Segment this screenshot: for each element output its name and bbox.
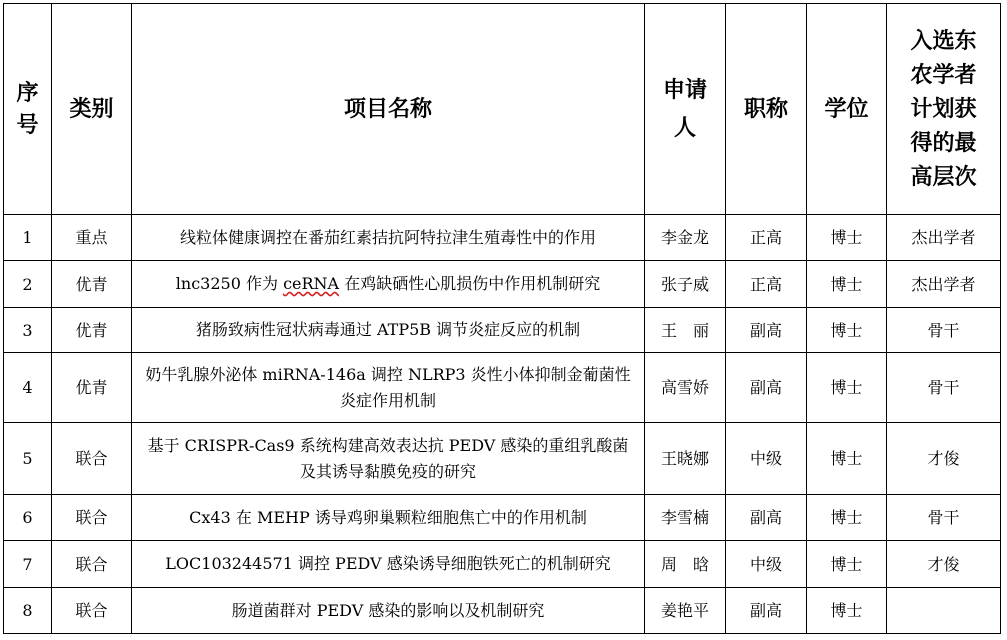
cell-applicant: 李金龙 bbox=[645, 215, 726, 261]
spellcheck-flagged-word: ceRNA bbox=[283, 274, 340, 293]
cell-degree: 博士 bbox=[807, 261, 887, 308]
cell-highest: 杰出学者 bbox=[887, 215, 1001, 261]
cell-applicant: 高雪娇 bbox=[645, 353, 726, 423]
cell-title: 正高 bbox=[726, 215, 807, 261]
project-text-pre: lnc3250 作为 bbox=[175, 274, 284, 293]
cell-project: LOC103244571 调控 PEDV 感染诱导细胞铁死亡的机制研究 bbox=[132, 541, 645, 588]
header-seq bbox=[4, 4, 52, 215]
cell-degree: 博士 bbox=[807, 541, 887, 588]
table-row bbox=[4, 588, 1001, 634]
cell-degree: 博士 bbox=[807, 353, 887, 423]
cell-highest: 才俊 bbox=[887, 423, 1001, 495]
cell-applicant: 张子威 bbox=[645, 261, 726, 308]
cell-title: 副高 bbox=[726, 495, 807, 541]
table-row bbox=[4, 353, 1001, 423]
cell-project: 基于 CRISPR-Cas9 系统构建高效表达抗 PEDV 感染的重组乳酸菌及其诱导黏膜免疫的研究 bbox=[132, 423, 645, 495]
cell-highest: 骨干 bbox=[887, 495, 1001, 541]
cell-title: 副高 bbox=[726, 308, 807, 353]
cell-category: 联合 bbox=[52, 541, 132, 588]
cell-title: 副高 bbox=[726, 353, 807, 423]
cell-title: 中级 bbox=[726, 423, 807, 495]
cell-seq: 5 bbox=[4, 423, 52, 495]
cell-highest: 才俊 bbox=[887, 541, 1001, 588]
table-row bbox=[4, 215, 1001, 261]
header-row bbox=[4, 4, 1001, 215]
cell-degree: 博士 bbox=[807, 308, 887, 353]
header-highest-label: 入选东农学者计划获得的最高层次 bbox=[910, 28, 977, 190]
header-project: 项目名称 bbox=[132, 4, 645, 215]
cell-applicant: 周 晗 bbox=[645, 541, 726, 588]
header-applicant-label: 申请人 bbox=[662, 77, 707, 141]
cell-project: 猪肠致病性冠状病毒通过 ATP5B 调节炎症反应的机制 bbox=[132, 308, 645, 353]
cell-seq: 2 bbox=[4, 261, 52, 308]
cell-applicant: 姜艳平 bbox=[645, 588, 726, 634]
cell-category: 联合 bbox=[52, 588, 132, 634]
project-table bbox=[3, 3, 1001, 634]
project-text-post: 在鸡缺硒性心肌损伤中作用机制研究 bbox=[339, 274, 601, 293]
cell-seq: 4 bbox=[4, 353, 52, 423]
table-row bbox=[4, 541, 1001, 588]
cell-category: 联合 bbox=[52, 423, 132, 495]
cell-seq: 3 bbox=[4, 308, 52, 353]
cell-seq: 6 bbox=[4, 495, 52, 541]
cell-project: Cx43 在 MEHP 诱导鸡卵巢颗粒细胞焦亡中的作用机制 bbox=[132, 495, 645, 541]
header-degree: 学位 bbox=[807, 4, 887, 215]
cell-degree: 博士 bbox=[807, 215, 887, 261]
table-row bbox=[4, 308, 1001, 353]
cell-seq: 1 bbox=[4, 215, 52, 261]
cell-project: 肠道菌群对 PEDV 感染的影响以及机制研究 bbox=[132, 588, 645, 634]
cell-seq: 8 bbox=[4, 588, 52, 634]
cell-degree: 博士 bbox=[807, 588, 887, 634]
cell-degree: 博士 bbox=[807, 423, 887, 495]
cell-degree: 博士 bbox=[807, 495, 887, 541]
cell-highest: 杰出学者 bbox=[887, 261, 1001, 308]
cell-category: 联合 bbox=[52, 495, 132, 541]
cell-applicant: 李雪楠 bbox=[645, 495, 726, 541]
cell-project: 奶牛乳腺外泌体 miRNA-146a 调控 NLRP3 炎性小体抑制金葡菌性炎症作用机制 bbox=[132, 353, 645, 423]
header-applicant bbox=[645, 4, 726, 215]
cell-category: 优青 bbox=[52, 308, 132, 353]
cell-highest: 骨干 bbox=[887, 308, 1001, 353]
table-row bbox=[4, 495, 1001, 541]
table-row bbox=[4, 261, 1001, 308]
header-category: 类别 bbox=[52, 4, 132, 215]
cell-applicant: 王 丽 bbox=[645, 308, 726, 353]
cell-applicant: 王晓娜 bbox=[645, 423, 726, 495]
cell-project: 线粒体健康调控在番茄红素拮抗阿特拉津生殖毒性中的作用 bbox=[132, 215, 645, 261]
cell-highest bbox=[887, 588, 1001, 634]
cell-seq: 7 bbox=[4, 541, 52, 588]
cell-category: 优青 bbox=[52, 353, 132, 423]
header-title: 职称 bbox=[726, 4, 807, 215]
cell-highest: 骨干 bbox=[887, 353, 1001, 423]
cell-title: 正高 bbox=[726, 261, 807, 308]
table-row bbox=[4, 423, 1001, 495]
header-highest bbox=[887, 4, 1001, 215]
cell-category: 重点 bbox=[52, 215, 132, 261]
cell-project bbox=[132, 261, 645, 308]
header-seq-label: 序号 bbox=[16, 80, 39, 138]
cell-title: 中级 bbox=[726, 541, 807, 588]
cell-category: 优青 bbox=[52, 261, 132, 308]
cell-title: 副高 bbox=[726, 588, 807, 634]
